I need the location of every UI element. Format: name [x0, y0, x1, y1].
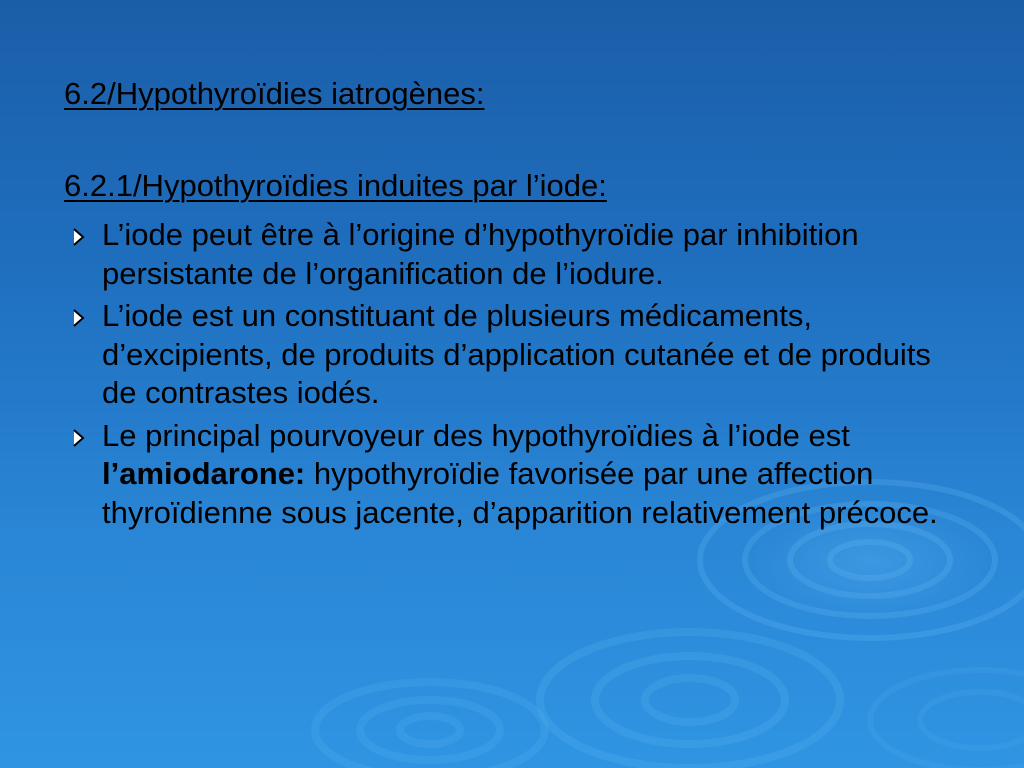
subsection-heading: 6.2.1/Hypothyroïdies induites par l’iode: [64, 168, 607, 203]
bullet-item [64, 297, 964, 413]
bullet-item [64, 417, 964, 533]
bullet-text: L’iode peut être à l’origine d’hypothyroïdie par inhibition persistante de l’organification de l’iodure. [102, 217, 859, 291]
arrow-bullet-icon [64, 298, 94, 334]
bullet-text: L’iode est un constituant de plusieurs médicaments, d’excipients, de produits d’application cutanée et de produits de contrastes iodés. [102, 298, 931, 410]
section-heading: 6.2/Hypothyroïdies iatrogènes: [64, 76, 485, 111]
drug-name-emphasis: l’amiodarone: [102, 456, 306, 491]
bullet-text-lead: Le principal pourvoyeur des hypothyroïdies à l’iode est [102, 417, 850, 453]
bullet-list [64, 216, 964, 536]
bullet-text-tail: hypothyroïdie favorisée par une affection thyroïdienne sous jacente, d’apparition relativement précoce. [102, 456, 938, 530]
bullet-item [64, 216, 964, 293]
bullet-text [102, 418, 938, 530]
arrow-bullet-icon [64, 217, 94, 253]
arrow-bullet-icon [64, 418, 94, 454]
